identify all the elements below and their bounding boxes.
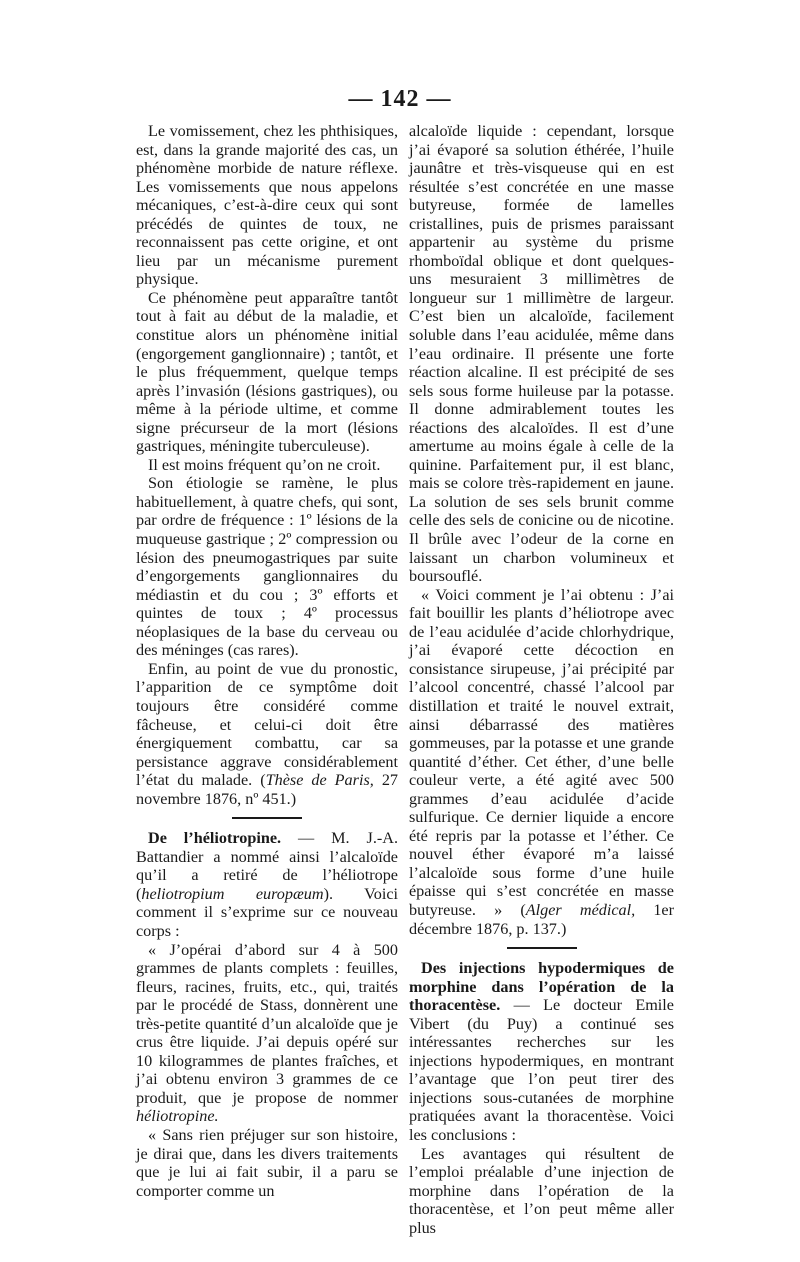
heliotropine-intro: — M. J.-A. Battandier a nommé ainsi l’alcaloïde qu’il a retiré de l’héliotrope ( [136, 829, 398, 903]
pronostic-text: Enfin, au point de vue du pronostic, l’apparition de ce symptôme doit toujours être considéré comme fâcheuse, et celui-ci doit être énergiquement combattu, car sa persistance aggrave considérablement l’état du malade. ( [136, 659, 398, 790]
citation-alger: Alger médical, [525, 900, 636, 919]
paragraph-pronostic [136, 660, 398, 808]
citation-these: Thèse de Paris, [265, 771, 374, 790]
section-injections [409, 959, 674, 1144]
paragraph-obtention [409, 586, 674, 938]
paragraph-operation [136, 941, 398, 1126]
paragraph-histoire: « Sans rien préjuger sur son histoire, je dirai que, dans les divers traitements que je lui ai fait subir, il a paru se comporter comme un [136, 1125, 398, 1200]
section-heliotropine [136, 829, 398, 940]
left-column [136, 122, 398, 1200]
paragraph-frequence: Il est moins fréquent qu’on ne croit. [148, 455, 381, 474]
obtention-text: « Voici comment je l’ai obtenu : J’ai fait bouillir les plants d’héliotrope avec de l’eau acidulée d’acide chlorhydrique, j’ai évaporé cette décoction en consistance sirupeuse, j’ai précipité par l’alcool concentré, chassé l’alcool par distillation et traité le nouvel extrait, ainsi débarrassé des matières gommeuses, par la potasse et une grande quantité d’éther. Cet éther, d’une belle couleur verte, a été agité avec 500 grammes d’eau acidulée d’acide sulfurique. Ce dernier liquide a encore été repris par la potasse et l’éther. Ce nouvel éther évaporé m’a laissé l’alcaloïde sous forme d’une huile épaisse qui s’est concrétée en masse butyreuse. » ( [409, 585, 674, 919]
heading-heliotropine: De l’héliotropine. [148, 829, 282, 848]
paragraph-avantages: Les avantages qui résultent de l’emploi préalable d’une injection de morphine dans l’opération de la thoracentèse, et l’on peut même aller plus [409, 1144, 674, 1237]
injections-intro: — Le docteur Emile Vibert (du Puy) a continué ses intéressantes recherches sur les injections hypodermiques, en montrant l’avantage que l’on peut tirer des injections sous-cutanées de morphine pratiquées avant la thoracentèse. Voici les conclusions : [409, 996, 674, 1144]
page-number: — 142 — [348, 86, 452, 112]
right-column [409, 122, 674, 1237]
heliotropine-intro-end: ). Voici comment il s’exprime sur ce nouveau corps : [136, 884, 398, 940]
citation-date: 27 novembre 1876, nº 451.) [136, 771, 399, 808]
latin-name: heliotropium europæum [141, 884, 324, 903]
section-divider-right [507, 947, 577, 949]
heliotropine-term: héliotropine. [136, 1107, 219, 1126]
paragraph-etiologie: Son étiologie se ramène, le plus habituellement, à quatre chefs, qui sont, par ordre de fréquence : 1º lésions de la muqueuse gastrique ; 2º compression ou lésion des pneumogastriques par suite d’engorgements ganglionnaires du médiastin et du cou ; 3º efforts et quintes de toux ; 4º processus néoplasiques de la base du cerveau ou des méninges (cas rares). [136, 474, 398, 660]
operation-text: « J’opérai d’abord sur 4 à 500 grammes de plants complets : feuilles, fleurs, racines, fruits, etc., qui, traités par le procédé de Stass, donnèrent une très-petite quantité d’un alcaloïde que je crus être liquide. J’ai depuis opéré sur 10 kilogrammes de plantes fraîches, et j’ai obtenu environ 3 grammes de ce produit, que je propose de nommer [136, 940, 398, 1107]
heading-injections: Des injections hypodermiques de morphine dans l’opération de la thoracentèse. [409, 959, 674, 1015]
paragraph-vomissement: Le vomissement, chez les phthisiques, est, dans la grande majorité des cas, un phénomène morbide de nature réflexe. Les vomissements que nous appelons mécaniques, c’est-à-dire ceux qui sont précédés de quintes de toux, ne reconnaissent pas cette origine, et ont lieu par un mécanisme purement physique. [136, 122, 398, 289]
paragraph-alcaloide: alcaloïde liquide : cependant, lorsque j’ai évaporé sa solution éthérée, l’huile jaunâtre et très-visqueuse qui en est résultée s’est concrétée en une masse butyreuse, formée de lamelles cristallines, puis de prismes paraissant appartenir au système du prisme rhomboïdal oblique et dont quelques-uns mesuraient 3 millimètres de longueur sur 1 millimètre de largeur. C’est bien un alcaloïde, facilement soluble dans l’eau acidulée, même dans l’eau ordinaire. Il présente une forte réaction alcaline. Il est précipité de ses sels sous forme huileuse par la potasse. Il donne admirablement toutes les réactions des alcaloïdes. Il est d’une amertume au moins égale à celle de la quinine. Parfaitement pur, il est blanc, mais se colore très-rapidement en jaune. La solution de ses sels brunit comme celle des sels de conicine ou de nicotine. Il brûle avec l’odeur de la corne en laissant un charbon volumineux et boursouflé. [409, 122, 674, 586]
citation-alger-date: 1er décembre 1876, p. 137.) [409, 900, 674, 938]
paragraph-phenomene: Ce phénomène peut apparaître tantôt tout à fait au début de la maladie, et constitue alors un phénomène initial (engorgement ganglionnaire) ; tantôt, et le plus fréquemment, quelque temps après l’invasión (lésions gastriques), ou même à la période ultime, et comme signe précurseur de la mort (lésions gastriques, méningite tuberculeuse). [136, 288, 398, 456]
section-divider [232, 817, 302, 819]
